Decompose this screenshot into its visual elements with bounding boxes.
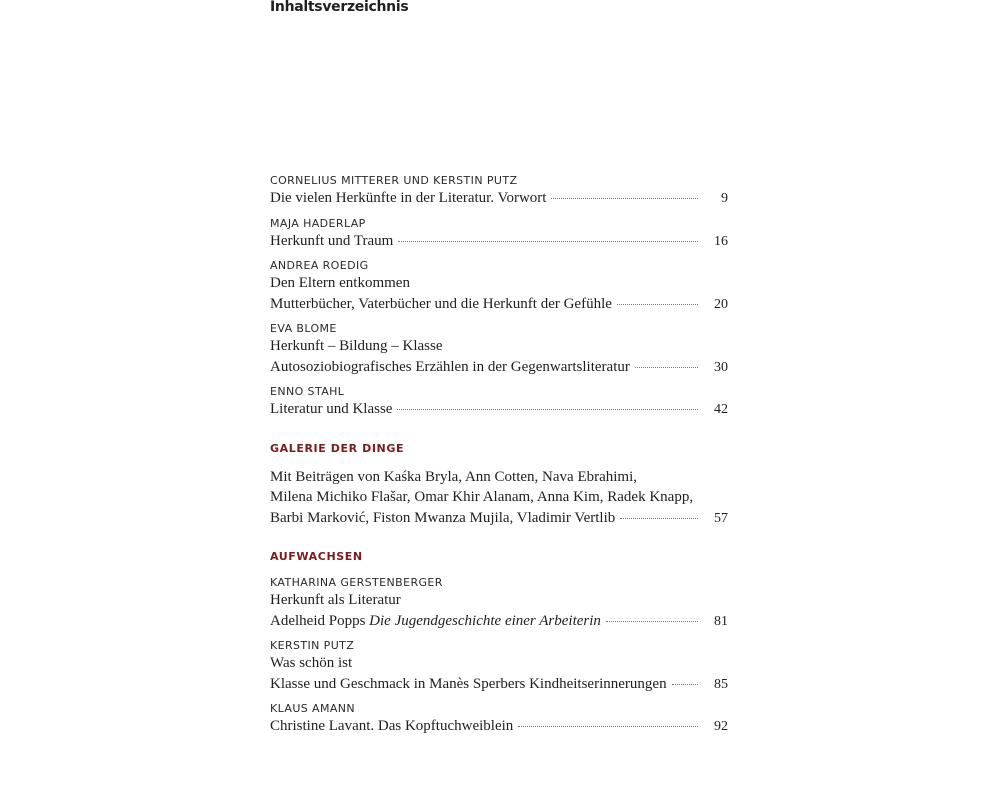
page-number: 30 xyxy=(714,359,728,375)
entry-subtitle-row xyxy=(270,357,728,379)
page-number: 42 xyxy=(714,402,728,417)
toc-entry[interactable] xyxy=(270,173,728,210)
toc-entry[interactable] xyxy=(270,638,728,695)
entry-title: Christine Lavant. Das Kopftuchweiblein xyxy=(270,718,514,734)
dot-leader xyxy=(620,518,698,519)
contributors-line: Barbi Marković, Fiston Mwanza Mujila, Vladimir Vertlib xyxy=(270,509,616,526)
entry-author: KLAUS AMANN xyxy=(270,702,356,715)
dot-leader xyxy=(635,367,698,368)
toc-entry[interactable] xyxy=(270,384,728,421)
entry-author: KATHARINA GERSTENBERGER xyxy=(270,576,443,589)
entry-subtitle: Mutterbücher, Vaterbücher und die Herkunft der Gefühle xyxy=(270,295,612,312)
page-number: 57 xyxy=(714,510,728,526)
page-number: 92 xyxy=(714,719,728,734)
entry-title: Die vielen Herkünfte in der Literatur. Vorwort xyxy=(270,190,547,206)
entry-title-row xyxy=(270,716,728,738)
entry-title: Herkunft – Bildung – Klasse xyxy=(270,338,443,354)
page-number: 85 xyxy=(714,676,728,692)
toc-entry[interactable] xyxy=(270,216,728,253)
entry-title: Herkunft als Literatur xyxy=(270,592,401,608)
page-number: 81 xyxy=(714,613,728,629)
entry-title: Literatur und Klasse xyxy=(270,401,393,417)
entry-subtitle xyxy=(270,611,601,632)
entry-title-row xyxy=(270,188,728,210)
page-number: 16 xyxy=(714,233,728,249)
toc-entry[interactable] xyxy=(270,701,728,738)
dot-leader xyxy=(551,198,698,199)
page-number: 9 xyxy=(721,191,728,206)
toc-entry[interactable] xyxy=(270,258,728,315)
page-number: 20 xyxy=(714,296,728,312)
dot-leader xyxy=(397,409,698,410)
dot-leader xyxy=(606,621,698,622)
entry-title-row xyxy=(270,231,728,253)
table-of-contents xyxy=(270,173,728,744)
toc-entry[interactable] xyxy=(270,575,728,632)
contributors-line: Milena Michiko Flašar, Omar Khir Alanam, Anna Kim, Radek Knapp, xyxy=(270,489,694,505)
contributors-line: Mit Beiträgen von Kaśka Bryla, Ann Cotten, Nava Ebrahimi, xyxy=(270,468,638,485)
contributors-row xyxy=(270,508,728,530)
entry-subtitle-italic: Die Jugendgeschichte einer Arbeiterin xyxy=(369,612,601,629)
entry-title: Was schön ist xyxy=(270,655,353,671)
entry-author: ENNO STAHL xyxy=(270,385,345,398)
section-heading-galerie: GALERIE DER DINGE xyxy=(270,441,405,455)
entry-author: KERSTIN PUTZ xyxy=(270,639,355,652)
entry-subtitle: Autosoziobiografisches Erzählen in der Gegenwartsliteratur xyxy=(270,358,630,375)
dot-leader xyxy=(398,241,698,242)
toc-entry[interactable] xyxy=(270,467,728,530)
entry-subtitle-row xyxy=(270,294,728,316)
entry-subtitle: Klasse und Geschmack in Manès Sperbers Kindheitserinnerungen xyxy=(270,675,667,692)
entry-author: ANDREA ROEDIG xyxy=(270,259,369,272)
entry-subtitle-plain: Adelheid Popps xyxy=(270,612,370,629)
page-heading: Inhaltsverzeichnis xyxy=(270,0,409,15)
entry-title-row xyxy=(270,399,728,421)
entry-author: CORNELIUS MITTERER UND KERSTIN PUTZ xyxy=(270,174,518,187)
entry-author: MAJA HADERLAP xyxy=(270,216,366,230)
entry-title: Herkunft und Traum xyxy=(270,232,394,249)
dot-leader xyxy=(518,726,698,727)
toc-entry[interactable] xyxy=(270,321,728,378)
dot-leader xyxy=(672,684,698,685)
dot-leader xyxy=(617,304,698,305)
entry-title: Den Eltern entkommen xyxy=(270,275,410,291)
section-heading-aufwachsen: AUFWACHSEN xyxy=(270,550,363,563)
entry-subtitle-row xyxy=(270,674,728,696)
entry-subtitle-row xyxy=(270,611,728,633)
entry-author: EVA BLOME xyxy=(270,322,337,335)
